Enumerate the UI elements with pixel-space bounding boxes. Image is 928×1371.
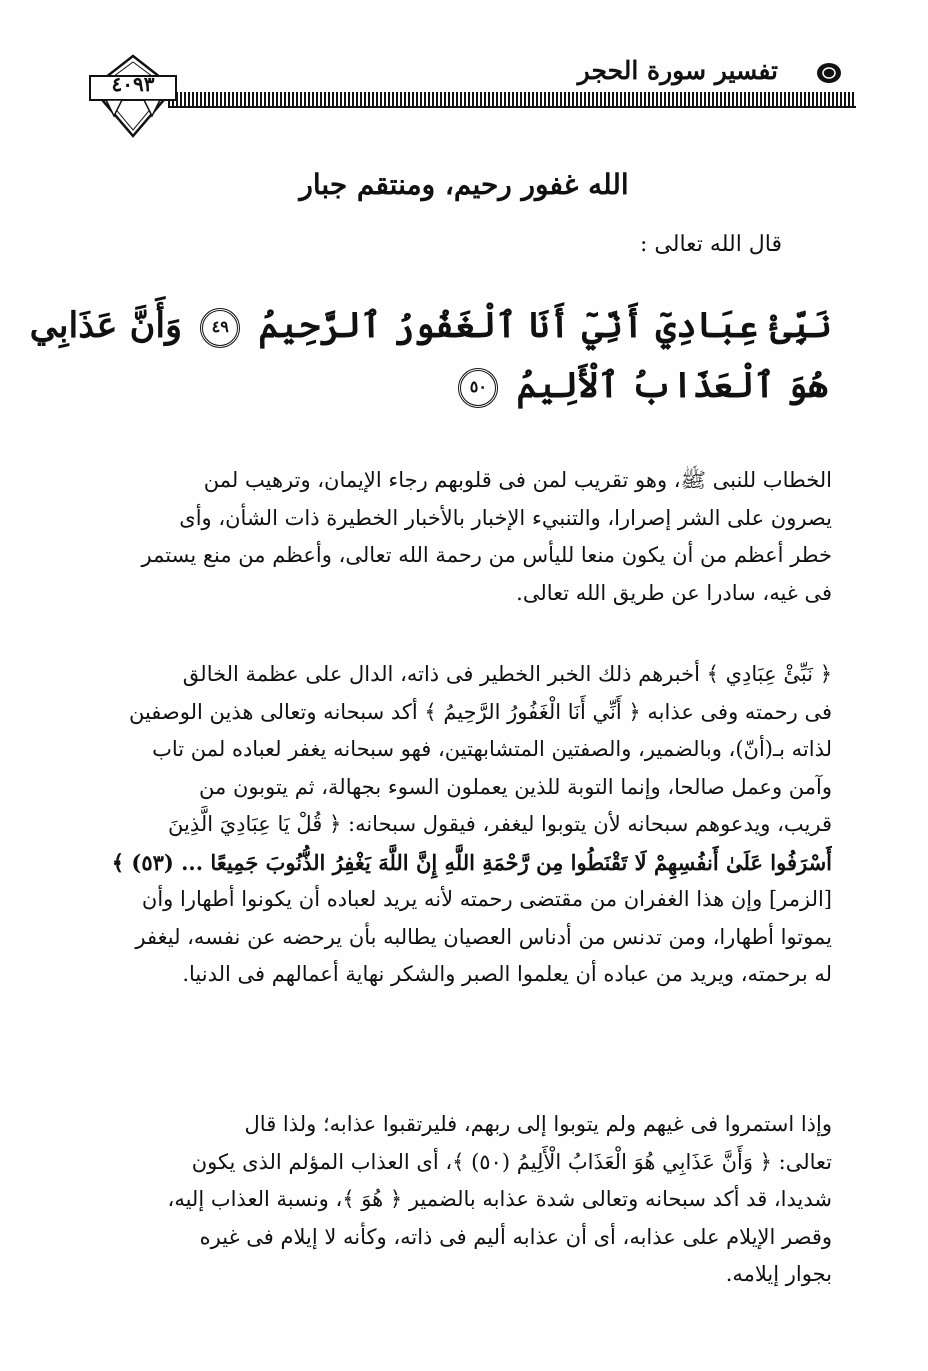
header-rule xyxy=(168,92,856,106)
paragraph-line: فى غيه، سادرا عن طريق الله تعالى. xyxy=(516,580,832,605)
paragraph-line: لذاته بـ(أنّ)، وبالضمير، والصفتين المتشابهتين، فهو سبحانه يغفر لعباده لمن تاب xyxy=(152,737,832,761)
page-number: ٤٠٩٣ xyxy=(111,72,155,96)
paragraph-line: شديدا، قد أكد سبحانه وتعالى شدة عذابه بالضمير ﴿ هُوَ ﴾، ونسبة العذاب إليه، xyxy=(167,1187,832,1211)
ornament-icon xyxy=(816,62,842,84)
page-header xyxy=(0,0,928,150)
paragraph-line: قريب، ويدعوهم سبحانه لأن يتوبوا ليغفر، فيقول سبحانه: ﴿ قُلْ يَا عِبَادِيَ الَّذِينَ xyxy=(167,812,832,836)
paragraph-line: يصرون على الشر إصرارا، والتنبيء الإخبار بالأخبار الخطيرة ذات الشأن، وأى xyxy=(179,505,832,530)
header-rule-line xyxy=(168,106,856,108)
ayah-number-marker: ٤٩ xyxy=(200,308,240,348)
verse-text: هُوَ ٱلْعَذَابُ ٱلْأَلِيمُ xyxy=(516,365,828,406)
paragraph-2 xyxy=(92,656,832,994)
section-intro: قال الله تعالى : xyxy=(640,232,782,257)
paragraph-line: [الزمر] وإن هذا الغفران من مقتضى رحمته لأنه يريد لعباده أن يكونوا أطهارا وأن xyxy=(141,887,832,911)
paragraph-line: وقصر الإيلام على عذابه، أى أن عذابه أليم فى ذاته، وكأنه لا إيلام فى غيره xyxy=(199,1224,832,1249)
verse-text: نَبِّئْ عِبَادِيٓ أَنِّيٓ أَنَا ٱلْغَفُورُ ٱلرَّحِيمُ xyxy=(258,305,832,346)
ayah-number-marker: ٥٠ xyxy=(458,368,498,408)
page-number-badge-icon xyxy=(88,52,178,140)
paragraph-line-quote: أَسْرَفُوا عَلَىٰ أَنفُسِهِمْ لَا تَقْنَطُوا مِن رَّحْمَةِ اللَّهِ إِنَّ اللَّهَ يَغْفِرُ الذُّنُوبَ جَمِيعًا ... (٥٣) ﴾ xyxy=(111,849,832,875)
paragraph-line: يموتوا أطهارا، ومن تدنس من أدناس العصيان يطالبه بأن يرحضه عن نفسه، ليغفر xyxy=(135,924,832,949)
paragraph-line: وآمن وعمل صالحا، وإنما التوبة للذين يعملون السوء بجهالة، ثم يتوبون من xyxy=(199,774,832,799)
paragraph-line: خطر أعظم من أن يكون منعا لليأس من رحمة الله تعالى، وأعظم من منع يستمر xyxy=(141,543,832,567)
paragraph-3 xyxy=(92,1106,832,1294)
paragraph-line: تعالى: ﴿ وَأَنَّ عَذَابِي هُوَ الْعَذَابُ الْأَلِيمُ (٥٠) ﴾، أى العذاب المؤلم الذى يكون xyxy=(191,1149,832,1174)
paragraph-line: بجوار إيلامه. xyxy=(725,1262,832,1286)
paragraph-1 xyxy=(92,462,832,612)
verse-text: وَأَنَّ عَذَابِي xyxy=(29,305,182,346)
section-heading: الله غفور رحيم، ومنتقم جبار xyxy=(299,168,629,201)
paragraph-line: فى رحمته وفى عذابه ﴿ أَنِّي أَنَا الْغَفُورُ الرَّحِيمُ ﴾ أكد سبحانه وتعالى هذين الوصفين xyxy=(128,699,832,724)
sura-title: تفسير سورة الحجر xyxy=(577,56,778,85)
paragraph-line: له برحمته، ويريد من عباده أن يعلموا الصبر والشكر نهاية أعمالهم فى الدنيا. xyxy=(182,962,832,986)
paragraph-line: ﴿ نَبِّئْ عِبَادِي ﴾ أخبرهم ذلك الخبر الخطير فى ذاته، الدال على عظمة الخالق xyxy=(182,662,832,686)
quran-verse-line-1 xyxy=(29,300,832,352)
paragraph-line: الخطاب للنبى ﷺ، وهو تقريب لمن فى قلوبهم رجاء الإيمان، وترهيب لمن xyxy=(203,468,832,492)
quran-verse-line-2 xyxy=(90,360,828,412)
paragraph-line: وإذا استمروا فى غيهم ولم يتوبوا إلى ربهم، فليرتقبوا عذابه؛ ولذا قال xyxy=(244,1112,832,1136)
